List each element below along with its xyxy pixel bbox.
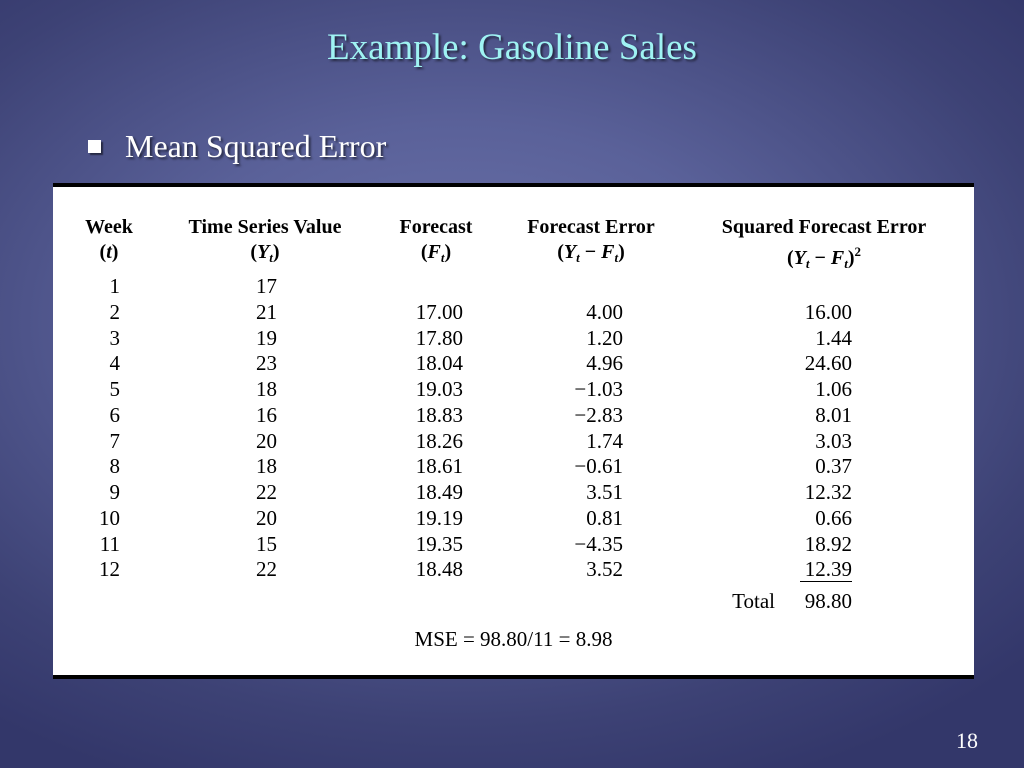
cell-forecast: 18.61 xyxy=(415,454,463,479)
cell-error: 1.74 xyxy=(586,428,623,453)
cell-week: 1 xyxy=(109,274,120,298)
header-forecast-symbol: $(F_t)$ xyxy=(420,241,452,265)
header-forecast: Forecast xyxy=(399,216,473,238)
cell-squared: 16.00 xyxy=(804,299,852,324)
forecast-error-table xyxy=(53,183,974,679)
page-number: 18 xyxy=(956,728,978,753)
total-label: Total xyxy=(732,589,775,613)
cell-error: 4.00 xyxy=(586,299,623,324)
cell-week: 12 xyxy=(99,557,120,582)
header-time-series-value: Time Series Value xyxy=(188,216,342,238)
square-bullet-icon xyxy=(88,140,101,153)
cell-forecast: 19.19 xyxy=(415,505,463,530)
cell-squared: 1.44 xyxy=(815,325,852,350)
cell-error: 1.20 xyxy=(586,325,623,350)
cell-forecast: 18.83 xyxy=(415,402,463,427)
cell-value: 18 xyxy=(256,377,277,401)
cell-week: 4 xyxy=(109,351,120,376)
cell-week: 10 xyxy=(99,505,120,530)
cell-week: 5 xyxy=(109,377,120,401)
cell-squared: 24.60 xyxy=(804,351,852,376)
cell-squared: 18.92 xyxy=(804,531,852,556)
cell-value: 19 xyxy=(256,325,277,350)
cell-squared: 3.03 xyxy=(815,428,852,453)
cell-week: 3 xyxy=(109,325,120,350)
header-forecast-error-symbol: $(Y_t - F_t)$ xyxy=(557,241,625,265)
cell-squared: 8.01 xyxy=(815,402,852,427)
cell-week: 11 xyxy=(99,531,120,556)
cell-value: 15 xyxy=(256,531,277,556)
cell-value: 21 xyxy=(256,299,277,324)
cell-week: 2 xyxy=(109,299,120,324)
cell-error: −2.83 xyxy=(574,402,623,427)
cell-error: 3.51 xyxy=(586,480,623,504)
header-time-series-value-symbol: $(Y_t)$ xyxy=(250,241,280,265)
cell-value: 22 xyxy=(256,557,277,582)
header-squared-forecast-error-symbol: $(Y_t - F_t)^2$ xyxy=(786,244,862,271)
slide-title: Example: Gasoline Sales xyxy=(327,27,697,68)
header-week: Week xyxy=(85,216,133,238)
bullet-text: Mean Squared Error xyxy=(125,128,387,164)
cell-forecast: 18.49 xyxy=(415,480,463,504)
cell-value: 16 xyxy=(256,402,277,427)
cell-error: 3.52 xyxy=(586,557,623,582)
cell-week: 8 xyxy=(109,454,120,479)
cell-value: 23 xyxy=(256,351,277,376)
cell-forecast: 18.48 xyxy=(415,557,463,582)
cell-value: 22 xyxy=(256,480,277,504)
cell-week: 9 xyxy=(109,480,120,504)
cell-forecast: 19.03 xyxy=(415,377,463,401)
cell-error: −1.03 xyxy=(574,377,623,401)
cell-squared: 0.66 xyxy=(815,505,852,530)
cell-forecast: 18.26 xyxy=(415,428,463,453)
bullet-item xyxy=(88,128,386,165)
cell-week: 6 xyxy=(109,402,120,427)
cell-value: 17 xyxy=(256,274,277,298)
cell-squared: 1.06 xyxy=(815,377,852,401)
mse-formula: MSE = 98.80/11 = 8.98 xyxy=(414,627,613,651)
header-week-symbol: (t) xyxy=(99,241,119,263)
header-forecast-error: Forecast Error xyxy=(527,216,655,238)
cell-forecast: 18.04 xyxy=(415,351,463,376)
cell-error: 0.81 xyxy=(586,505,623,530)
cell-squared: 0.37 xyxy=(815,454,852,479)
cell-squared: 12.39 xyxy=(804,557,852,582)
cell-week: 7 xyxy=(109,428,120,453)
total-value: 98.80 xyxy=(804,589,852,613)
cell-value: 20 xyxy=(256,505,277,530)
cell-error: −0.61 xyxy=(574,454,623,479)
header-squared-forecast-error: Squared Forecast Error xyxy=(721,216,927,238)
cell-error: 4.96 xyxy=(586,351,623,376)
cell-squared: 12.32 xyxy=(804,480,852,504)
cell-forecast: 17.00 xyxy=(415,299,463,324)
cell-forecast: 17.80 xyxy=(415,325,463,350)
cell-value: 20 xyxy=(256,428,277,453)
cell-error: −4.35 xyxy=(574,531,623,556)
cell-forecast: 19.35 xyxy=(415,531,463,556)
cell-value: 18 xyxy=(256,454,277,479)
